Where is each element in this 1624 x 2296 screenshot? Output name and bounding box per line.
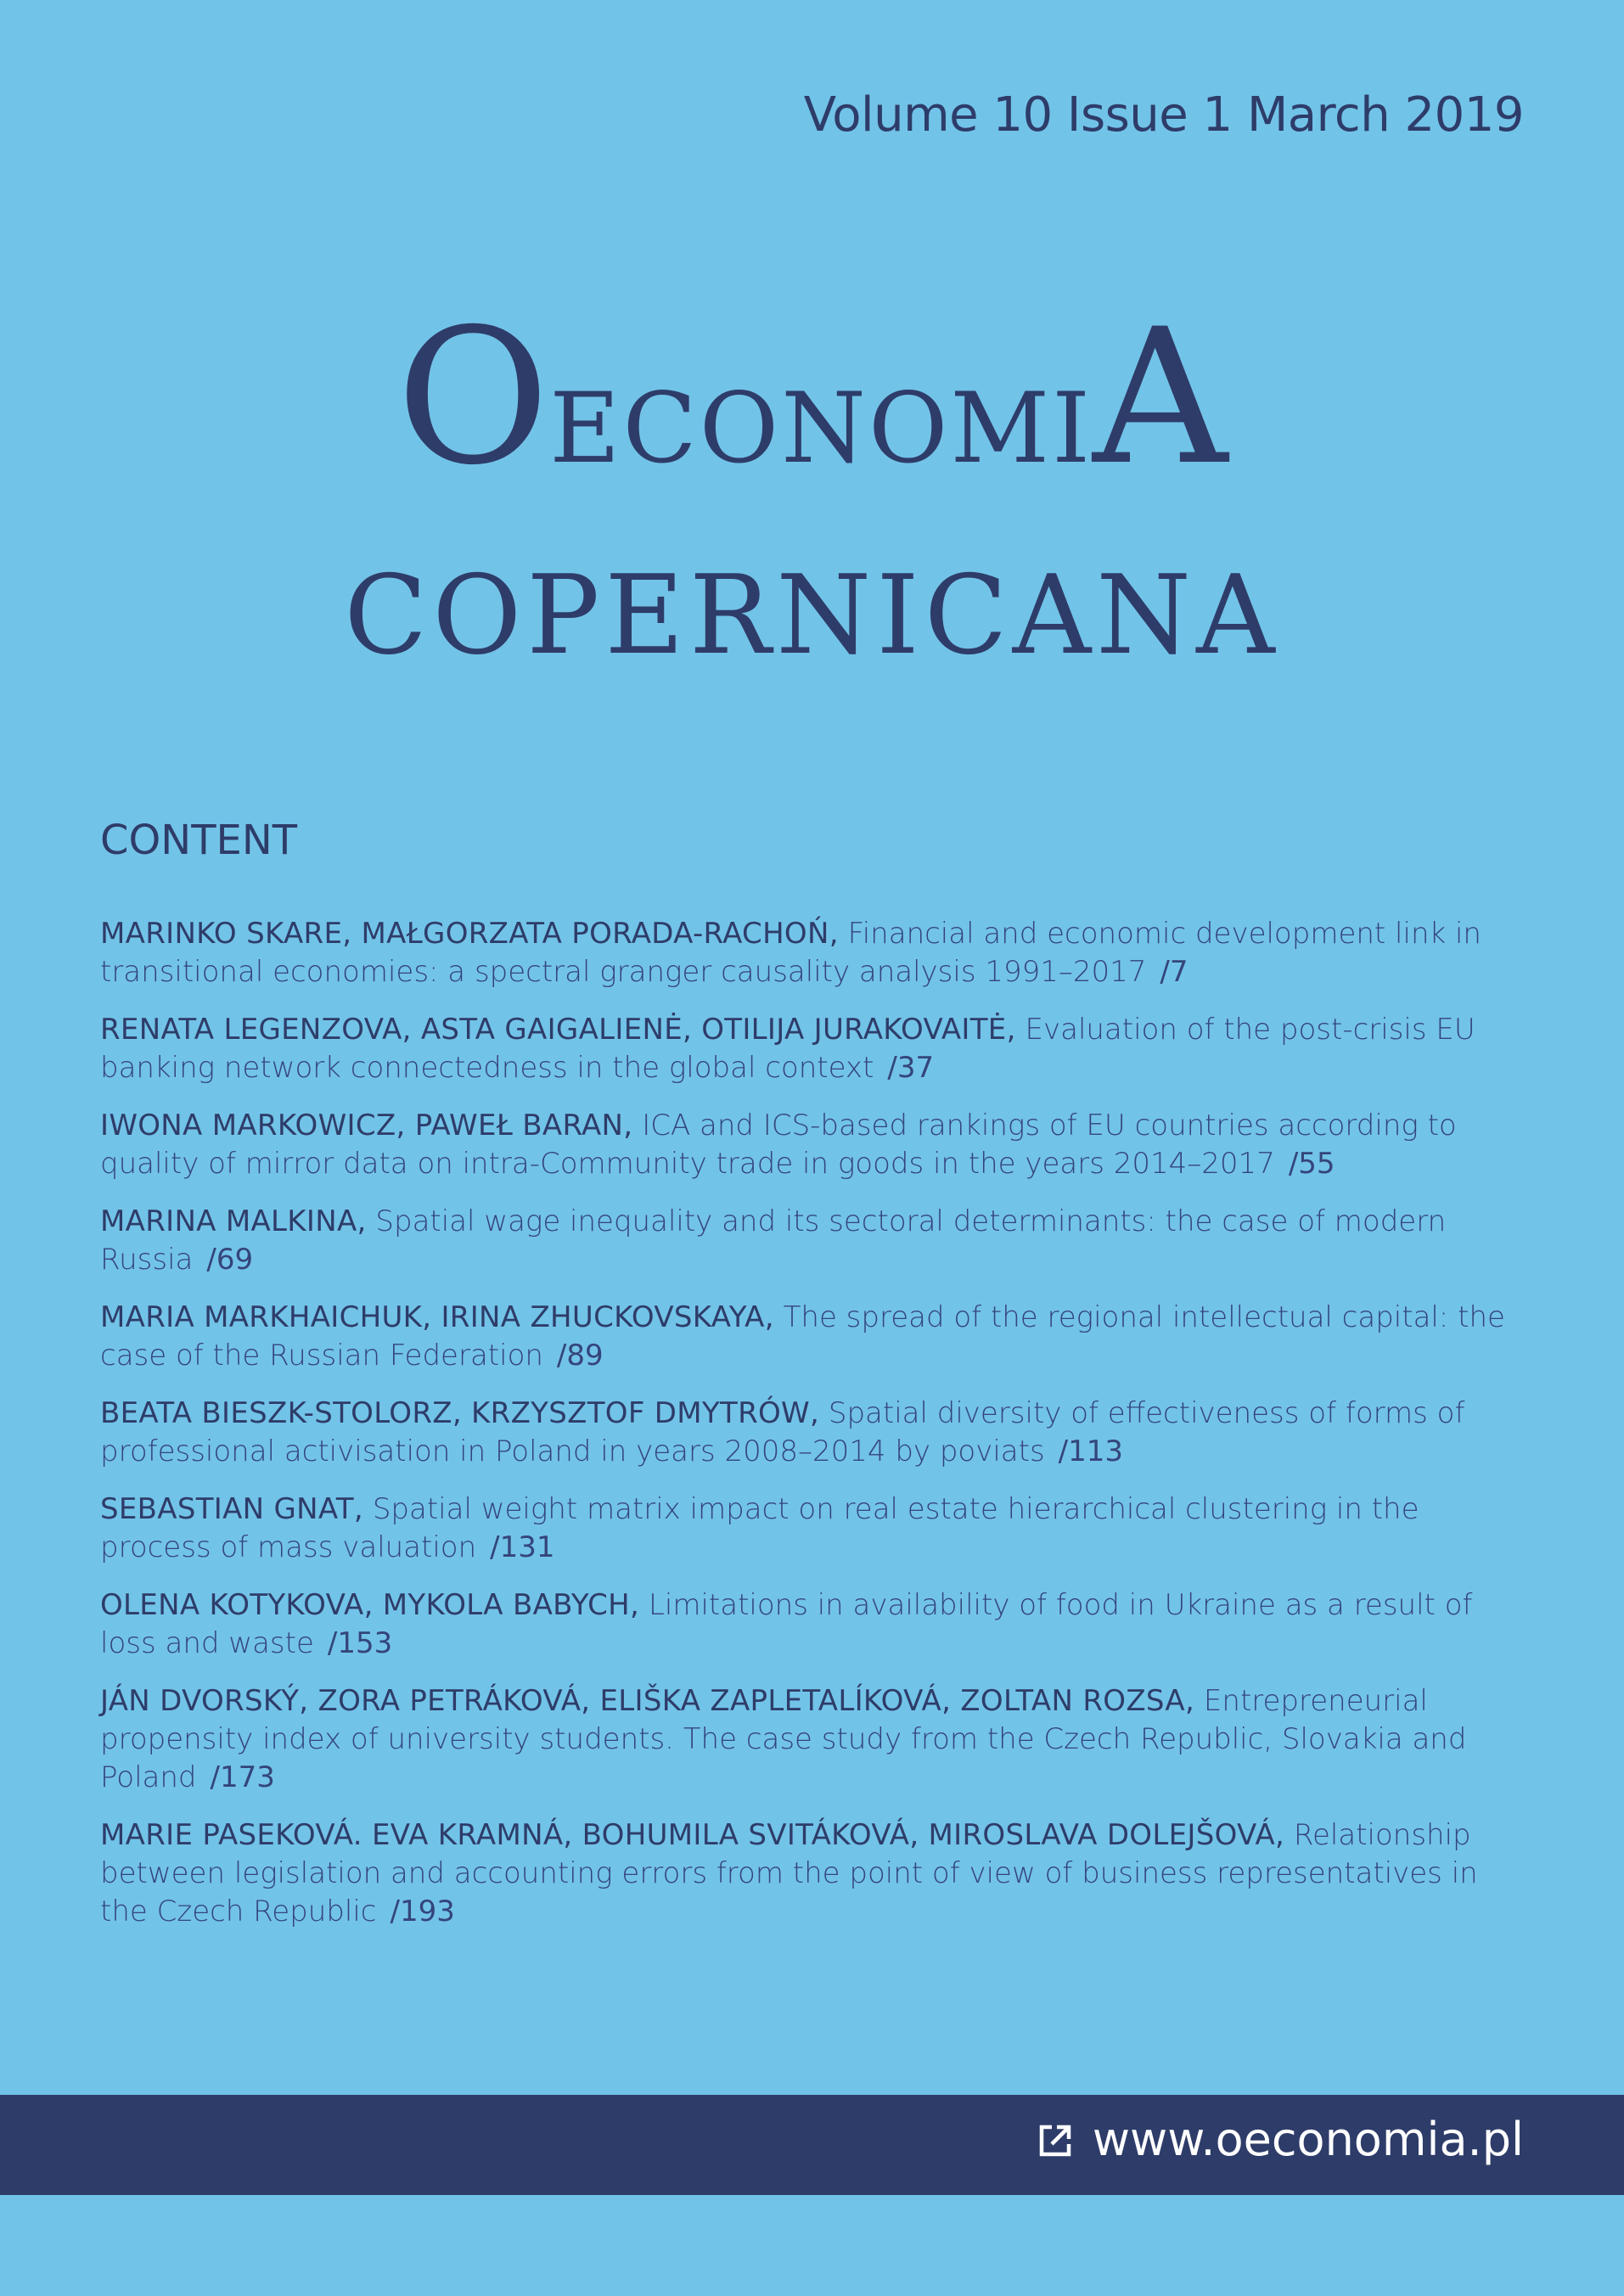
toc-entry [100,1107,1509,1183]
toc-page-number: /69 [206,1243,254,1277]
toc-authors: MARIE PASEKOVÁ. EVA KRAMNÁ, BOHUMILA SVITÁKOVÁ, MIROSLAVA DOLEJŠOVÁ, [100,1818,1285,1852]
toc-article-title: Spatial diversity of effectiveness of forms of professional activisation in Poland in years 2008–2014 by poviats [100,1396,1465,1468]
footer-bar [0,2095,1624,2195]
journal-subtitle: COPERNICANA [344,553,1280,679]
toc-entry [100,1816,1509,1931]
toc-article-title: ICA and ICS-based rankings of EU countries according to quality of mirror data on intra-Community trade in goods in the years 2014–2017 [100,1109,1457,1181]
toc-article-title: Spatial wage inequality and its sectoral determinants: the case of modern Russia [100,1204,1447,1277]
toc-page-number: /55 [1288,1147,1335,1181]
toc-entry [100,1299,1509,1375]
toc-page-number: /131 [490,1530,555,1564]
toc-entry [100,1682,1509,1797]
toc-article-title: Spatial weight matrix impact on real estate hierarchical clustering in the process of mass valuation [100,1492,1419,1564]
journal-title-middle: ECONOMI [549,372,1093,485]
toc-page-number: /193 [390,1895,455,1928]
toc-authors: JÁN DVORSKÝ, ZORA PETRÁKOVÁ, ELIŠKA ZAPLETALÍKOVÁ, ZOLTAN ROZSA, [100,1684,1195,1718]
toc-authors: BEATA BIESZK-STOLORZ, KRZYSZTOF DMYTRÓW, [100,1396,820,1430]
journal-title-final: A [1093,289,1228,506]
external-link-icon [1037,2121,1074,2158]
toc-article-title: Entrepreneurial propensity index of university students. The case study from the Czech Republic, Slovakia and Poland [100,1684,1467,1794]
toc-entry [100,1490,1509,1567]
toc-article-title: Relationship between legislation and accounting errors from the point of view of business representatives in the Czech Republic [100,1818,1478,1928]
toc-entry [100,1395,1509,1471]
toc-article-title: Limitations in availability of food in Ukraine as a result of loss and waste [100,1588,1473,1660]
toc-article-title: The spread of the regional intellectual capital: the case of the Russian Federation [100,1300,1505,1373]
toc-authors: OLENA KOTYKOVA, MYKOLA BABYCH, [100,1588,640,1622]
toc-authors: MARIA MARKHAICHUK, IRINA ZHUCKOVSKAYA, [100,1300,774,1334]
toc-page-number: /89 [556,1339,604,1373]
toc-page-number: /153 [327,1626,393,1660]
toc-entry [100,1203,1509,1279]
toc-authors: SEBASTIAN GNAT, [100,1492,364,1526]
toc-authors: MARINA MALKINA, [100,1204,367,1238]
issue-info: Volume 10 Issue 1 March 2019 [803,87,1524,143]
toc-article-title: Financial and economic development link in transitional economies: a spectral granger causality analysis 1991–2017 [100,917,1481,989]
website-link[interactable] [1037,2113,1524,2166]
toc-article-title: Evaluation of the post-crisis EU banking network connectedness in the global context [100,1013,1475,1085]
journal-title-initial: O [396,289,550,506]
toc-page-number: /113 [1058,1434,1124,1468]
toc-authors: MARINKO SKARE, MAŁGORZATA PORADA-RACHOŃ, [100,917,839,951]
toc-authors: IWONA MARKOWICZ, PAWEŁ BARAN, [100,1109,633,1142]
toc-page-number: /7 [1160,955,1188,989]
table-of-contents [100,915,1509,1951]
toc-entry [100,1011,1509,1087]
toc-page-number: /173 [210,1760,275,1794]
content-heading: CONTENT [100,817,298,864]
toc-entry [100,915,1509,991]
journal-title [0,289,1624,506]
toc-entry [100,1586,1509,1663]
toc-page-number: /37 [887,1051,935,1085]
website-url: www.oeconomia.pl [1092,2113,1524,2166]
toc-authors: RENATA LEGENZOVA, ASTA GAIGALIENĖ, OTILIJA JURAKOVAITĖ, [100,1013,1016,1047]
